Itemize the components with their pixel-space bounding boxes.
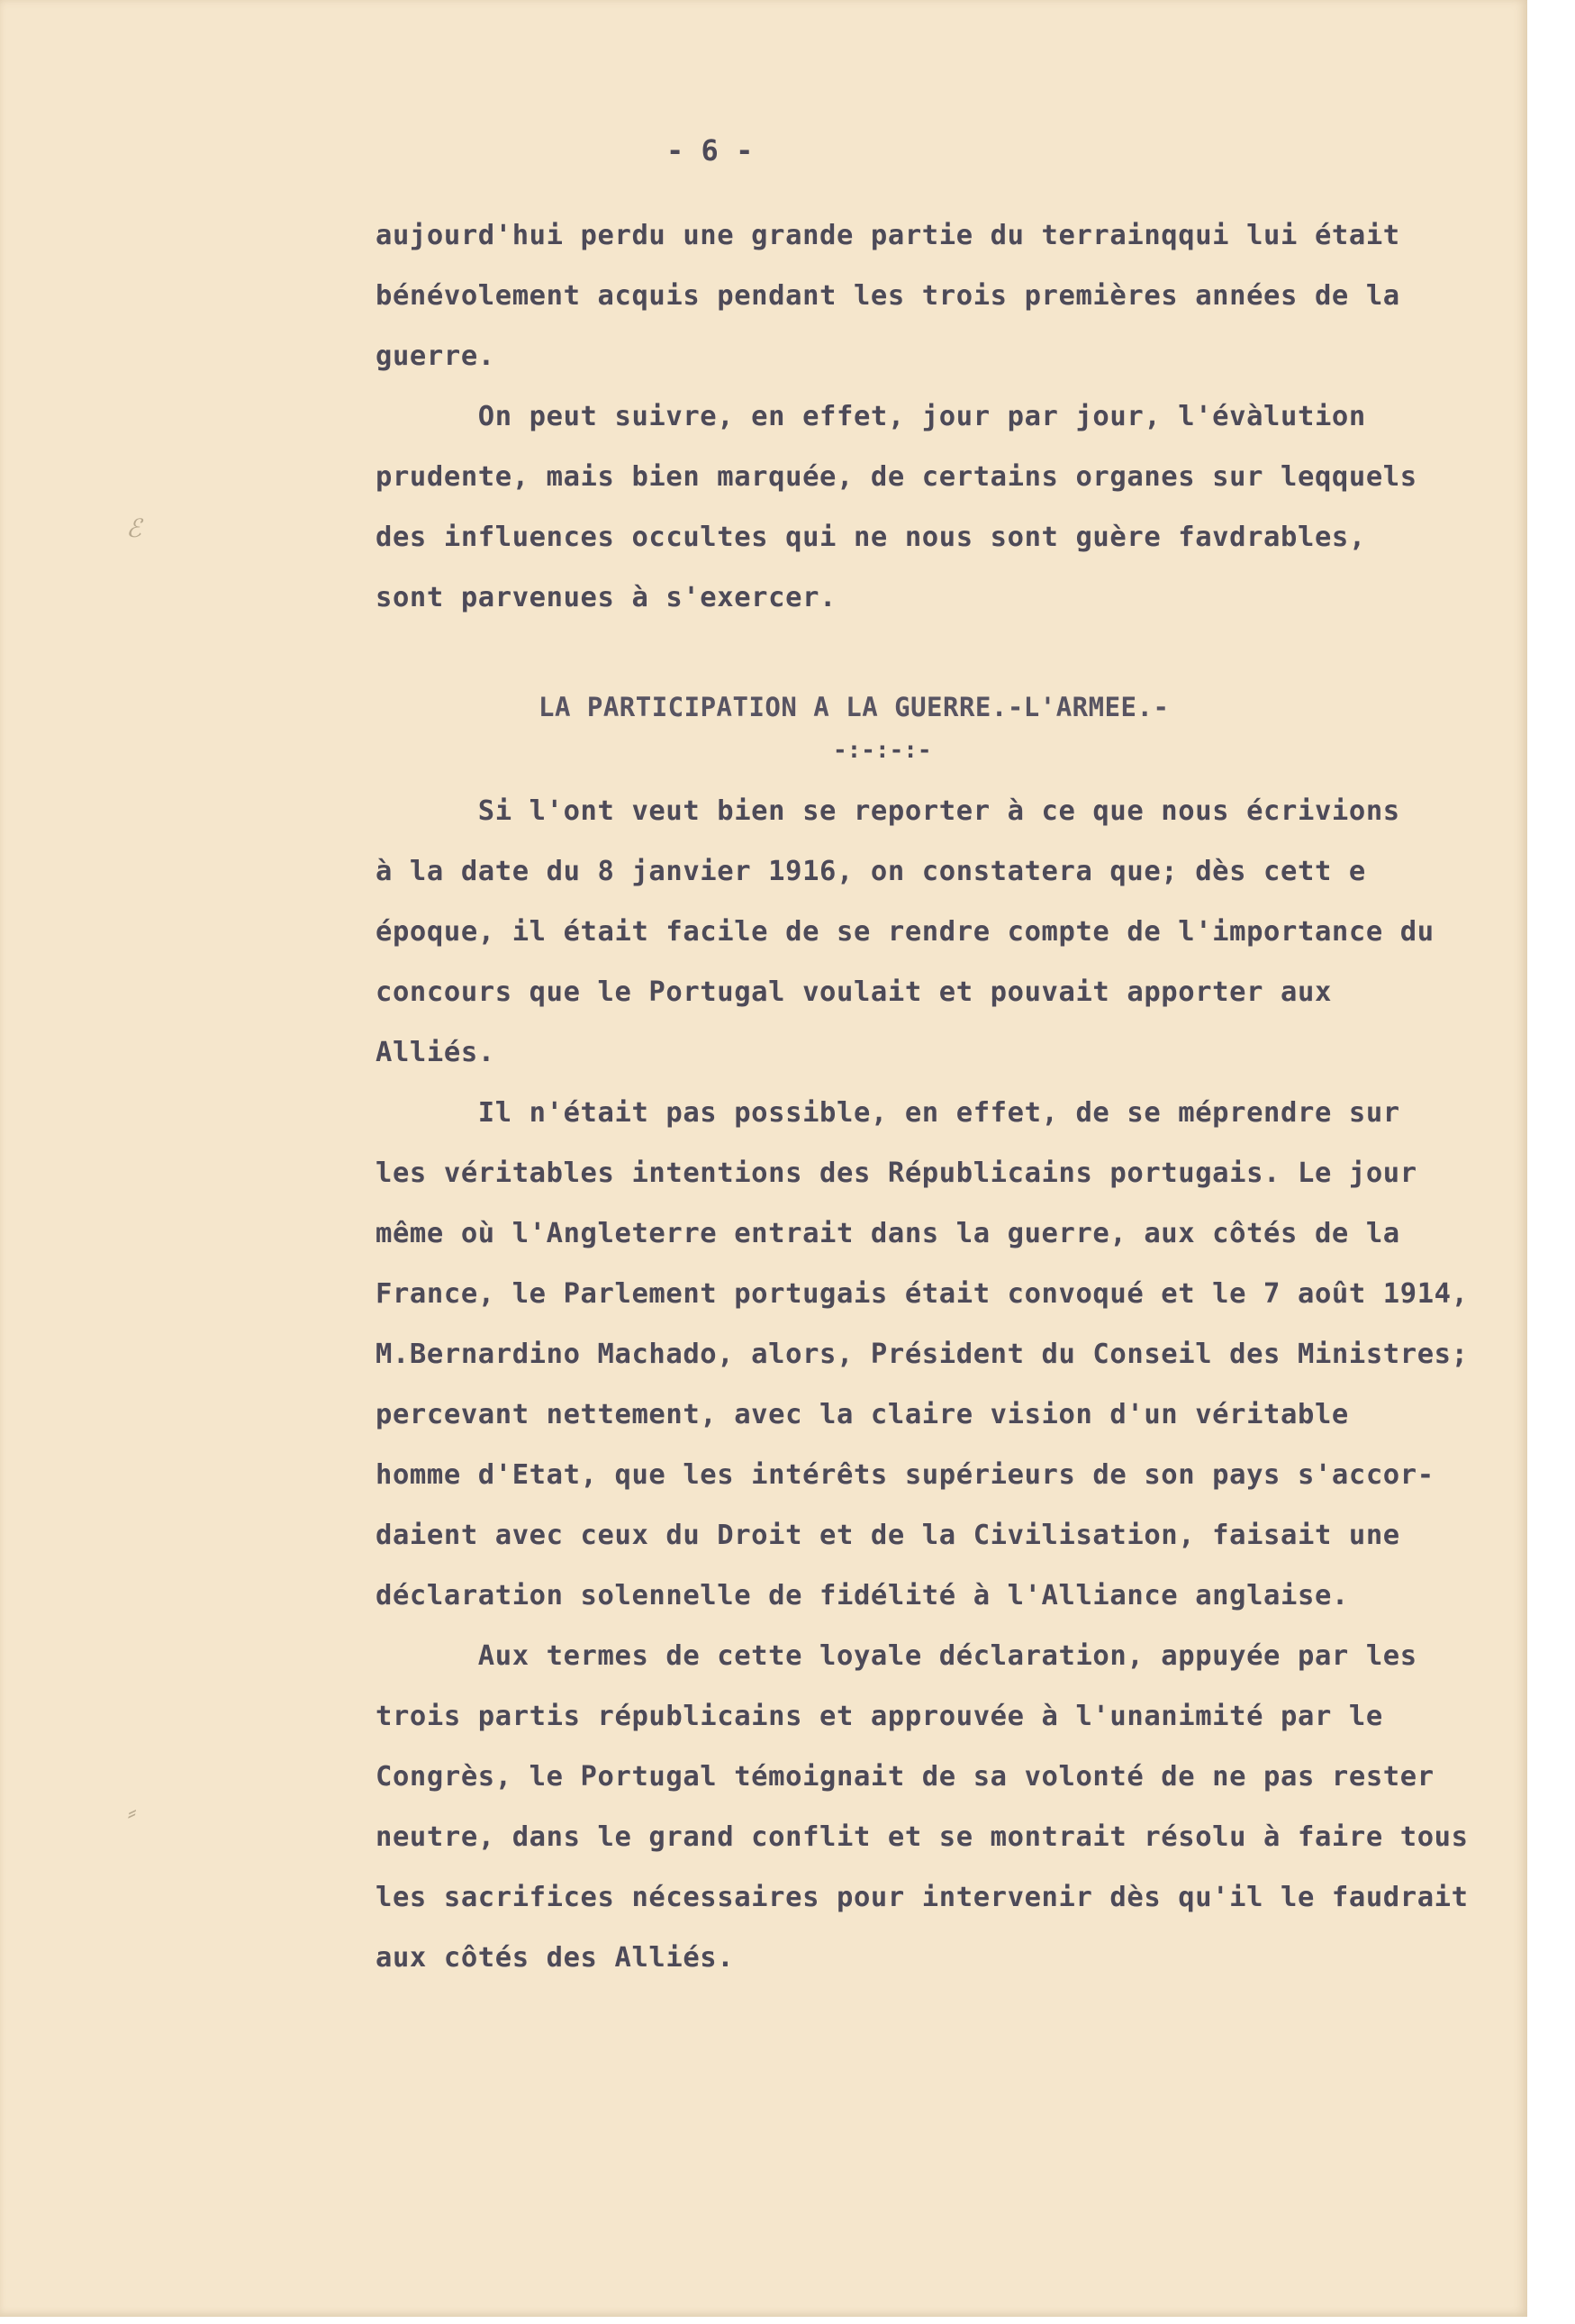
text-line: guerre. — [376, 340, 495, 372]
text-line: sont parvenues à s'exercer. — [376, 582, 837, 613]
text-line: aujourd'hui perdu une grande partie du terrainqqui lui était — [376, 220, 1400, 251]
text-line: homme d'Etat, que les intérêts supérieurs de son pays s'accor- — [376, 1459, 1435, 1491]
text-line: même où l'Angleterre entrait dans la guerre, aux côtés de la — [376, 1218, 1400, 1249]
text-line: époque, il était facile de se rendre compte de l'importance du — [376, 916, 1435, 948]
text-line: percevant nettement, avec la claire vision d'un véritable — [376, 1399, 1349, 1430]
text-line: daient avec ceux du Droit et de la Civilisation, faisait une — [376, 1520, 1400, 1551]
text-line: M.Bernardino Machado, alors, Président du Conseil des Ministres; — [376, 1339, 1469, 1370]
text-line: France, le Parlement portugais était convoqué et le 7 août 1914, — [376, 1278, 1469, 1310]
text-line: neutre, dans le grand conflit et se montrait résolu à faire tous — [376, 1821, 1469, 1853]
text-line: déclaration solennelle de fidélité à l'Alliance anglaise. — [376, 1580, 1349, 1611]
section-heading: LA PARTICIPATION A LA GUERRE.-L'ARMEE.- — [539, 692, 1170, 722]
text-line: trois partis républicains et approuvée à l'unanimité par le — [376, 1701, 1383, 1732]
margin-pencil-mark: ⸗ — [128, 1797, 137, 1827]
text-line: Si l'ont veut bien se reporter à ce que nous écrivions — [376, 795, 1400, 827]
text-line: Congrès, le Portugal témoignait de sa volonté de ne pas rester — [376, 1761, 1435, 1793]
text-line: Alliés. — [376, 1037, 495, 1068]
text-line: Aux termes de cette loyale déclaration, appuyée par les — [376, 1640, 1417, 1672]
text-line: aux côtés des Alliés. — [376, 1942, 735, 1974]
text-line: concours que le Portugal voulait et pouvait apporter aux — [376, 976, 1332, 1008]
text-line: les sacrifices nécessaires pour intervenir dès qu'il le faudrait — [376, 1882, 1469, 1913]
text-line: Il n'était pas possible, en effet, de se méprendre sur — [376, 1097, 1400, 1129]
section-separator: -:-:-:- — [833, 737, 932, 764]
page-number: - 6 - — [666, 133, 754, 168]
text-line: On peut suivre, en effet, jour par jour, l'évàlution — [376, 401, 1366, 432]
text-line: des influences occultes qui ne nous sont guère favdrables, — [376, 522, 1366, 553]
margin-pencil-mark: ℰ — [126, 513, 141, 543]
text-line: bénévolement acquis pendant les trois premières années de la — [376, 280, 1400, 312]
text-line: à la date du 8 janvier 1916, on constatera que; dès cett e — [376, 856, 1366, 887]
text-line: prudente, mais bien marquée, de certains organes sur leqquels — [376, 461, 1417, 493]
text-line: les véritables intentions des Républicains portugais. Le jour — [376, 1157, 1417, 1189]
